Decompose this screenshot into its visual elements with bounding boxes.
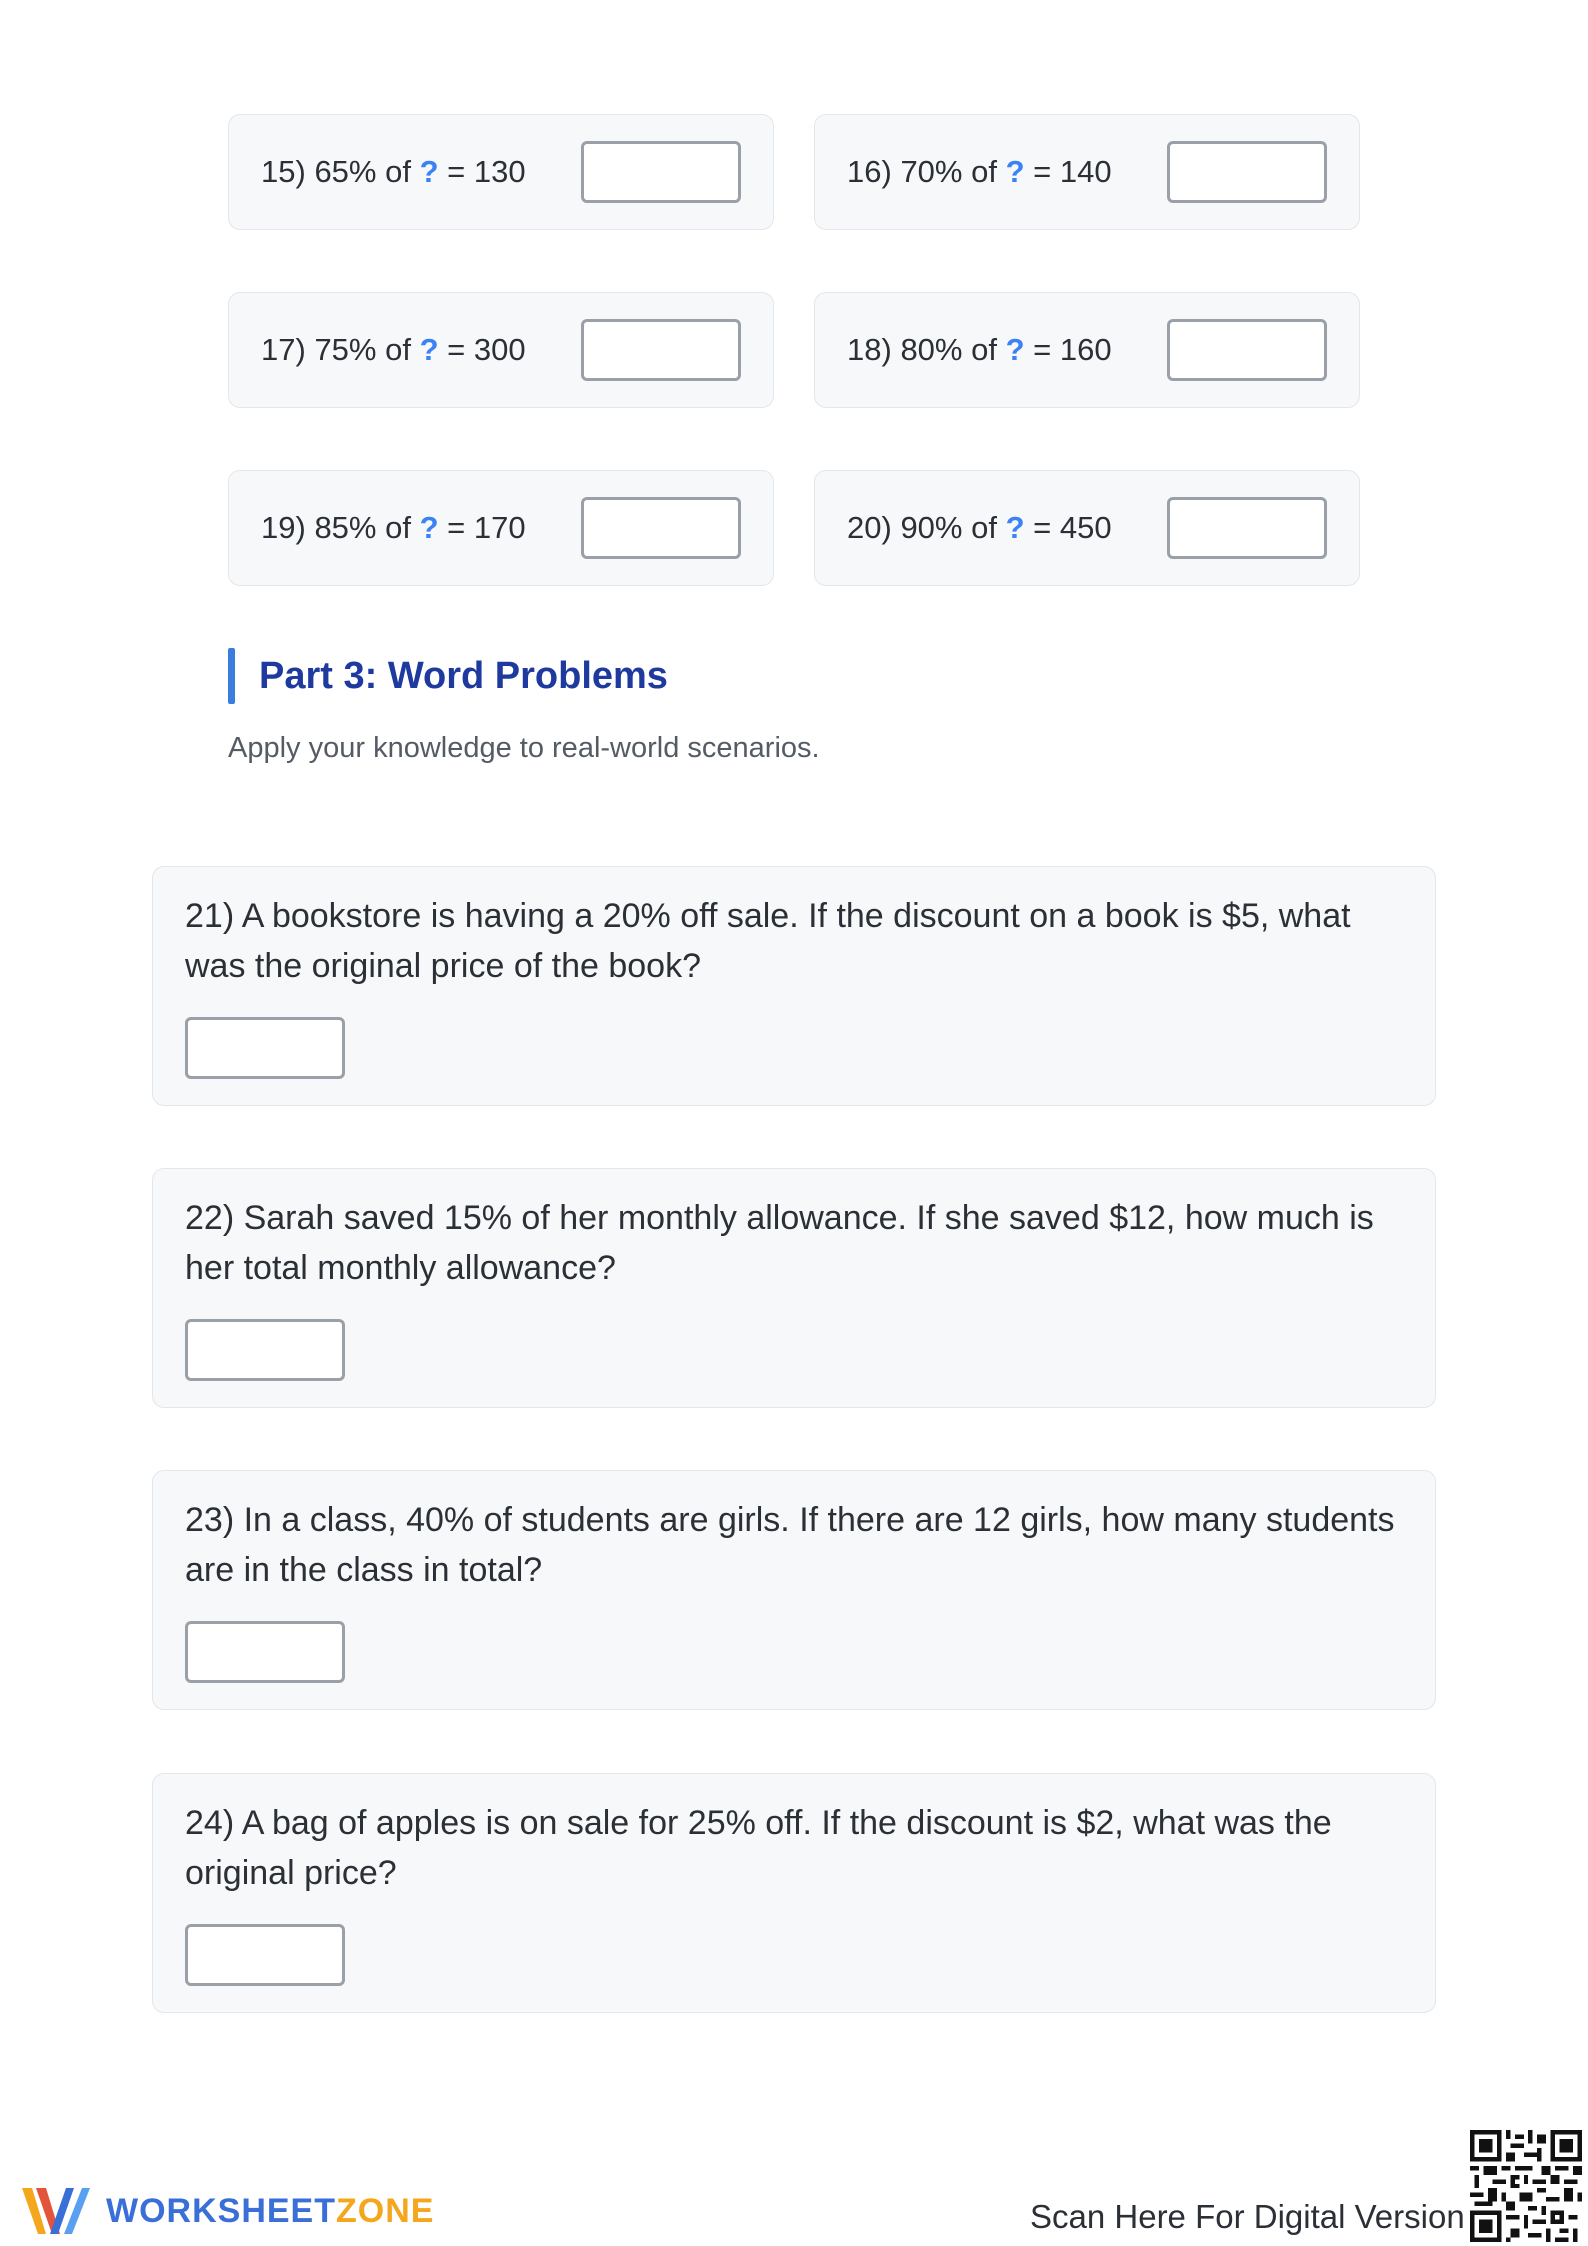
problem-card-17 [228, 292, 774, 408]
scan-label: Scan Here For Digital Version [1030, 2198, 1465, 2235]
problem-text [261, 510, 526, 546]
problem-number: 15) [261, 154, 306, 189]
problem-percent: 90% of [900, 510, 997, 545]
section-title: Part 3: Word Problems [259, 654, 668, 697]
problem-text [261, 154, 526, 190]
problem-percent: 70% of [900, 154, 997, 189]
word-problem-card-24 [152, 1773, 1436, 2013]
section-header [228, 648, 668, 704]
qr-code-icon[interactable] [1470, 2130, 1582, 2242]
word-problem-text: 23) In a class, 40% of students are girls. If there are 12 girls, how many students are in the class in total? [185, 1501, 1395, 1589]
logo-w-icon [18, 2182, 96, 2240]
section-accent-bar [228, 648, 235, 704]
answer-box[interactable] [185, 1017, 345, 1079]
problem-result: = 140 [1033, 154, 1112, 189]
answer-box[interactable] [581, 497, 741, 559]
word-problem-card-23 [152, 1470, 1436, 1710]
answer-box[interactable] [185, 1621, 345, 1683]
word-problem-card-22 [152, 1168, 1436, 1408]
word-problem-card-21 [152, 866, 1436, 1106]
worksheetzone-logo [18, 2182, 434, 2240]
unknown-marker: ? [1005, 510, 1025, 545]
word-problem-text: 24) A bag of apples is on sale for 25% off. If the discount is $2, what was the original price? [185, 1804, 1332, 1892]
problem-percent: 65% of [314, 154, 411, 189]
problem-result: = 160 [1033, 332, 1112, 367]
problem-card-20 [814, 470, 1360, 586]
answer-box[interactable] [1167, 141, 1327, 203]
problem-result: = 300 [447, 332, 526, 367]
unknown-marker: ? [1005, 154, 1025, 189]
problem-text [847, 510, 1112, 546]
word-problem-text: 21) A bookstore is having a 20% off sale. If the discount on a book is $5, what was the original price of the book? [185, 897, 1351, 985]
answer-box[interactable] [1167, 497, 1327, 559]
problem-percent: 75% of [314, 332, 411, 367]
answer-box[interactable] [185, 1924, 345, 1986]
problem-number: 16) [847, 154, 892, 189]
problem-card-16 [814, 114, 1360, 230]
problem-percent: 80% of [900, 332, 997, 367]
problem-result: = 450 [1033, 510, 1112, 545]
unknown-marker: ? [1005, 332, 1025, 367]
unknown-marker: ? [419, 154, 439, 189]
answer-box[interactable] [581, 319, 741, 381]
unknown-marker: ? [419, 510, 439, 545]
problem-card-18 [814, 292, 1360, 408]
logo-text-worksheet: WORKSHEET [106, 2191, 336, 2230]
problem-number: 20) [847, 510, 892, 545]
problem-percent: 85% of [314, 510, 411, 545]
problem-text [847, 332, 1112, 368]
problem-result: = 170 [447, 510, 526, 545]
problem-card-19 [228, 470, 774, 586]
answer-box[interactable] [581, 141, 741, 203]
problem-number: 19) [261, 510, 306, 545]
logo-text-zone: ZONE [336, 2191, 435, 2230]
unknown-marker: ? [419, 332, 439, 367]
problem-text [261, 332, 526, 368]
section-subtitle: Apply your knowledge to real-world scenarios. [228, 732, 820, 764]
problem-grid [228, 114, 1360, 586]
logo-text [106, 2192, 434, 2231]
word-problem-text: 22) Sarah saved 15% of her monthly allowance. If she saved $12, how much is her total monthly allowance? [185, 1199, 1374, 1287]
answer-box[interactable] [185, 1319, 345, 1381]
problem-number: 17) [261, 332, 306, 367]
answer-box[interactable] [1167, 319, 1327, 381]
problem-text [847, 154, 1112, 190]
problem-card-15 [228, 114, 774, 230]
problem-number: 18) [847, 332, 892, 367]
problem-result: = 130 [447, 154, 526, 189]
